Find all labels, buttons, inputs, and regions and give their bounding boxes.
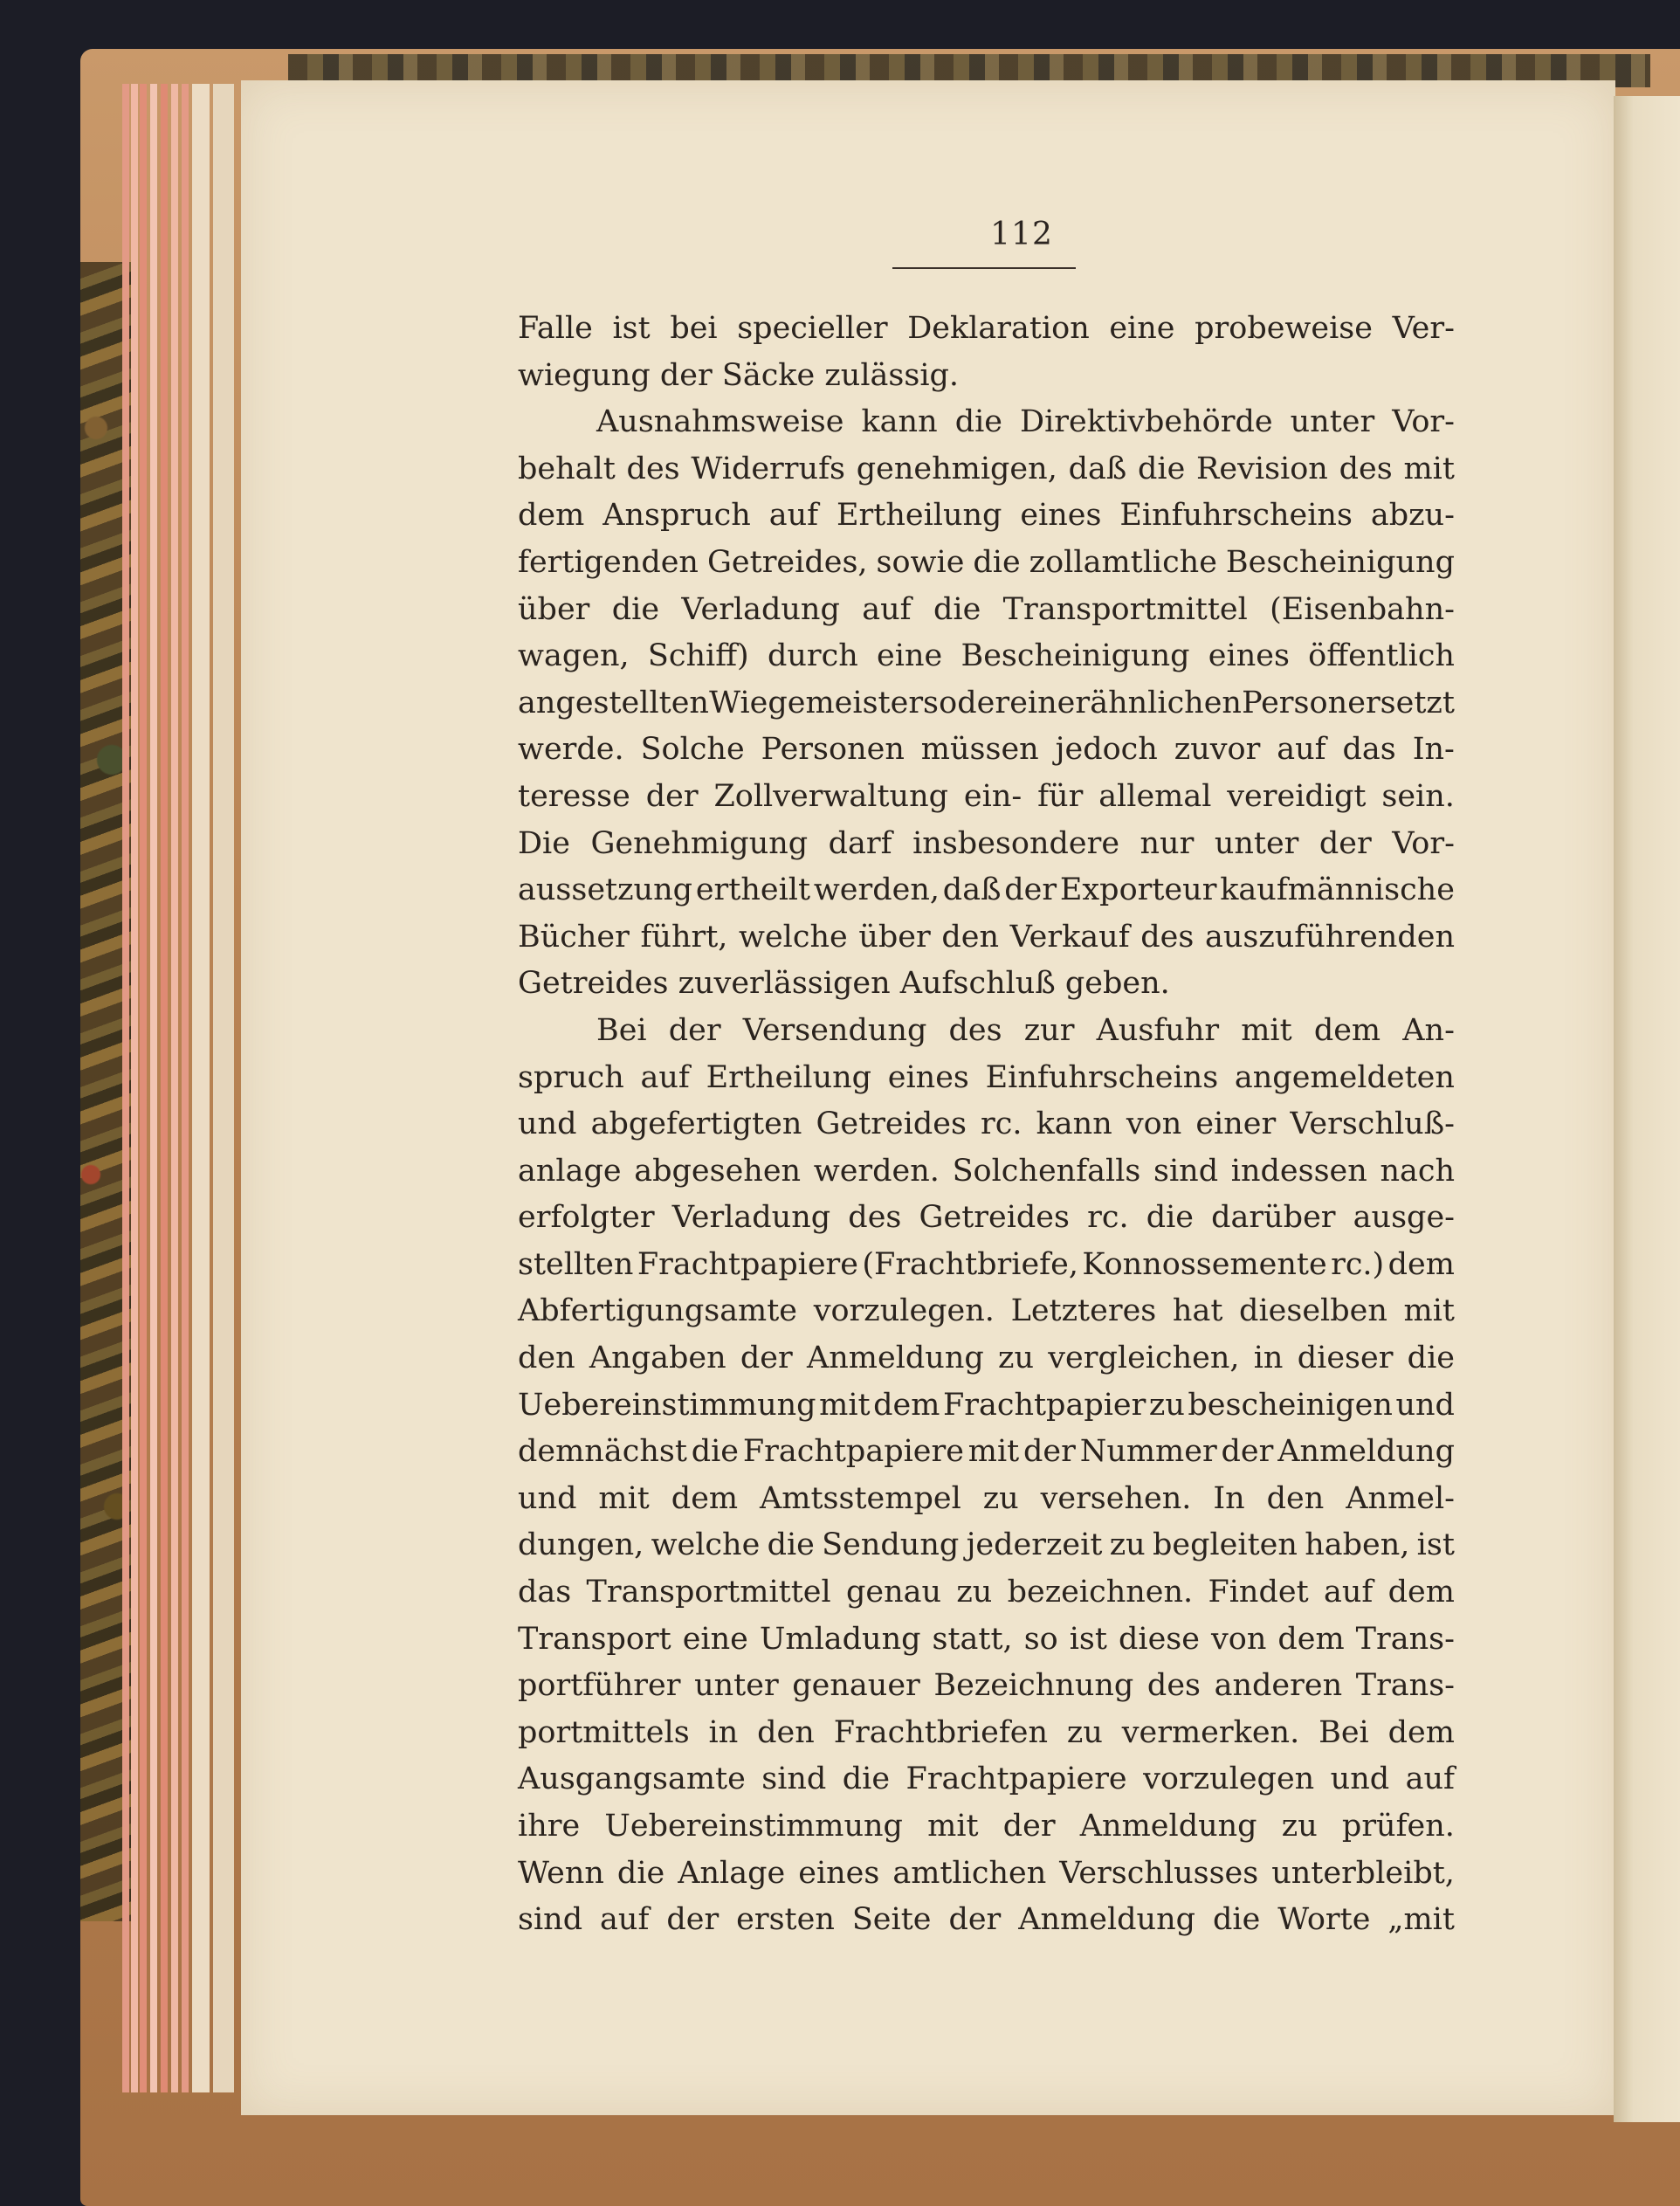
text-line: demnächst die Frachtpapiere mit der Nummer der Anmeldung [518, 1434, 1455, 1470]
text-line: Uebereinstimmung mit dem Frachtpapier zu bescheinigen und [518, 1387, 1455, 1423]
page-edge [161, 84, 168, 2092]
text-line: über die Verladung auf die Transportmittel (Eisenbahn- [518, 591, 1455, 627]
text-line: portführer unter genauer Bezeichnung des anderen Trans- [518, 1668, 1455, 1704]
text-line: Falle ist bei specieller Deklaration eine probeweise Ver- [518, 311, 1455, 346]
text-line: sind auf der ersten Seite der Anmeldung die Worte „mit [518, 1902, 1455, 1938]
body-text [518, 306, 1455, 1944]
text-line: Ausgangsamte sind die Frachtpapiere vorzulegen und auf [518, 1761, 1455, 1797]
text-line: Getreides zuverlässigen Aufschluß geben. [518, 966, 1170, 1002]
text-line: dungen, welche die Sendung jederzeit zu begleiten haben, ist [518, 1527, 1455, 1563]
text-line: Bei der Versendung des zur Ausfuhr mit dem An- [596, 1012, 1455, 1048]
text-line: stellten Frachtpapiere (Frachtbriefe, Konnossemente rc.) dem [518, 1246, 1455, 1282]
text-line: fertigenden Getreides, sowie die zollamtliche Bescheinigung [518, 544, 1455, 580]
page-edge [192, 84, 210, 2092]
page-edge [140, 84, 147, 2092]
text-line: und abgefertigten Getreides rc. kann von einer Verschluß- [518, 1106, 1455, 1142]
text-line: wagen, Schiff) durch eine Bescheinigung eines öffentlich [518, 638, 1455, 674]
page-edge [122, 84, 129, 2092]
page-edge [182, 84, 189, 2092]
page-number: 112 [990, 217, 1053, 252]
text-line: wiegung der Säcke zulässig. [518, 357, 960, 393]
text-line: dem Anspruch auf Ertheilung eines Einfuhrscheins abzu- [518, 498, 1455, 534]
text-line: ihre Uebereinstimmung mit der Anmeldung zu prüfen. [518, 1809, 1455, 1844]
text-line: Bücher führt, welche über den Verkauf des auszuführenden [518, 919, 1455, 955]
text-line: werde. Solche Personen müssen jedoch zuvor auf das In- [518, 732, 1455, 768]
text-line: das Transportmittel genau zu bezeichnen. Findet auf dem [518, 1575, 1455, 1610]
page-edge [213, 84, 234, 2092]
text-line: den Angaben der Anmeldung zu vergleichen, in dieser die [518, 1341, 1455, 1376]
page-edge [171, 84, 178, 2092]
text-line: Wenn die Anlage eines amtlichen Verschlusses unterbleibt, [518, 1855, 1455, 1891]
text-line: anlage abgesehen werden. Solchenfalls sind indessen nach [518, 1153, 1455, 1189]
text-line: und mit dem Amtsstempel zu versehen. In den Anmel- [518, 1480, 1455, 1516]
header-rule [892, 267, 1076, 269]
page-edge [131, 84, 138, 2092]
text-line: portmittels in den Frachtbriefen zu vermerken. Bei dem [518, 1714, 1455, 1750]
text-line: Die Genehmigung darf insbesondere nur unter der Vor- [518, 825, 1455, 861]
page-edge [150, 84, 157, 2092]
text-line: aussetzung ertheilt werden, daß der Exporteur kaufmännische [518, 872, 1455, 908]
text-line: behalt des Widerrufs genehmigen, daß die Revision des mit [518, 451, 1455, 486]
text-line: Transport eine Umladung statt, so ist diese von dem Trans- [518, 1621, 1455, 1657]
text-line: erfolgter Verladung des Getreides rc. die darüber ausge- [518, 1200, 1455, 1236]
text-line: Ausnahmsweise kann die Direktivbehörde unter Vor- [596, 404, 1455, 440]
text-line: spruch auf Ertheilung eines Einfuhrscheins angemeldeten [518, 1059, 1455, 1095]
text-line: teresse der Zollverwaltung ein- für allemal vereidigt sein. [518, 778, 1455, 814]
text-line: Abfertigungsamte vorzulegen. Letzteres hat dieselben mit [518, 1293, 1455, 1329]
text-line: angestellten Wiegemeisters oder einer ähnlichen Person ersetzt [518, 685, 1455, 720]
facing-page-edge [1614, 96, 1680, 2122]
